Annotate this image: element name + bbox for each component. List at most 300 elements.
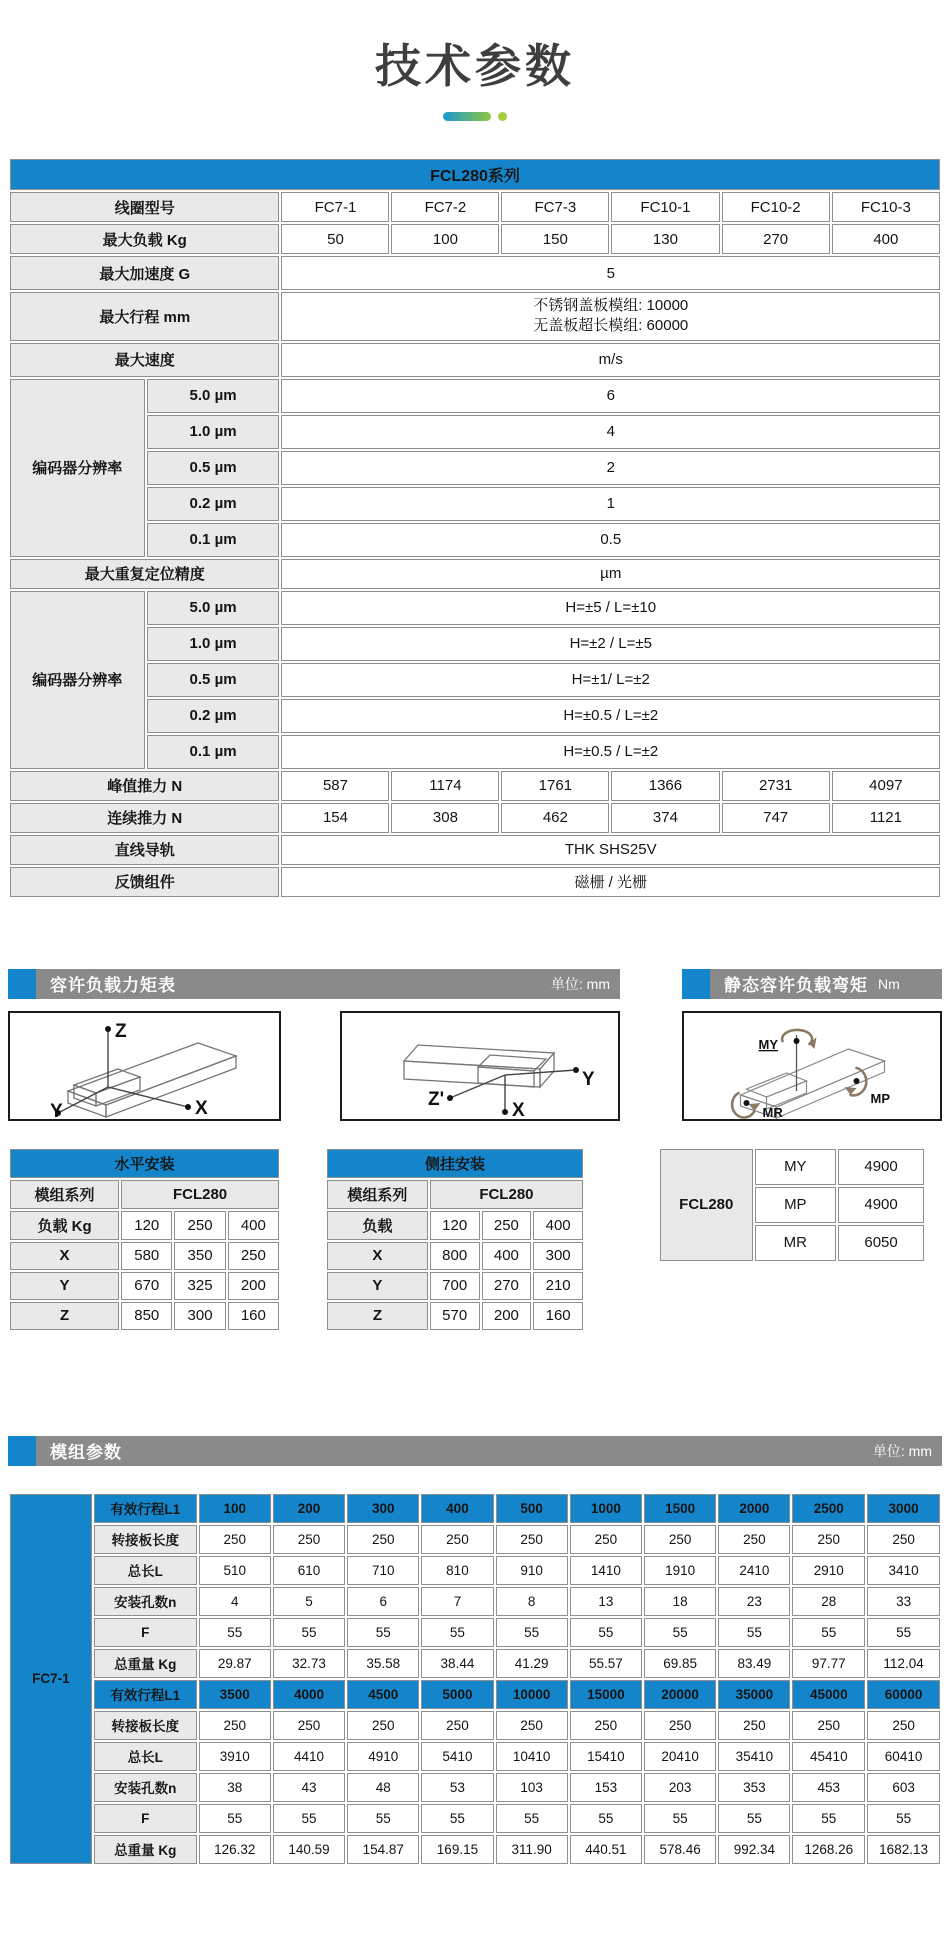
cell: 2731: [722, 771, 830, 801]
cell: 270: [722, 224, 830, 254]
cell: 5: [273, 1587, 345, 1616]
table-row: [10, 1711, 940, 1740]
cell: 250: [570, 1711, 642, 1740]
cell: 250: [228, 1242, 279, 1270]
cell: 55: [867, 1618, 940, 1647]
cell: 300: [347, 1494, 419, 1523]
cell: 160: [228, 1302, 279, 1330]
cell: 35000: [718, 1680, 790, 1709]
cell: 5410: [421, 1742, 493, 1771]
cell: 55: [867, 1804, 940, 1833]
cell: 45000: [792, 1680, 865, 1709]
cell: 1174: [391, 771, 499, 801]
cell: 300: [174, 1302, 225, 1330]
cell: [281, 292, 940, 341]
cell: 103: [496, 1773, 568, 1802]
cell: 55: [570, 1804, 642, 1833]
sub-label: 0.5 µm: [147, 663, 280, 697]
cell: H=±5 / L=±10: [281, 591, 940, 625]
cell: 350: [174, 1242, 225, 1270]
cell: 710: [347, 1556, 419, 1585]
row-label: 反馈组件: [10, 867, 279, 897]
moment-section: [0, 969, 950, 1332]
axis-y-label: Y: [50, 1100, 63, 1119]
table-row: [10, 1556, 940, 1585]
table-row: [10, 523, 940, 557]
cell: 300: [533, 1242, 583, 1270]
cell: MR: [755, 1225, 837, 1261]
cell: 100: [199, 1494, 271, 1523]
cell: 603: [867, 1773, 940, 1802]
cell: 55: [347, 1618, 419, 1647]
table-row: [10, 1211, 279, 1240]
row-label: Z: [327, 1302, 428, 1330]
cell: 1000: [570, 1494, 642, 1523]
cell: FC7-3: [501, 192, 609, 222]
cell: 160: [533, 1302, 583, 1330]
cell: H=±2 / L=±5: [281, 627, 940, 661]
cell: 250: [496, 1711, 568, 1740]
cell: 250: [421, 1525, 493, 1554]
cell: 250: [421, 1711, 493, 1740]
axis-z-label: Z: [115, 1020, 127, 1042]
table-row: [10, 835, 940, 865]
cell: FC10-3: [832, 192, 940, 222]
table-row: [10, 1680, 940, 1709]
cell: 50: [281, 224, 389, 254]
row-label: 有效行程L1: [94, 1680, 197, 1709]
cell: 325: [174, 1272, 225, 1300]
moment-axes-diagram: [682, 1011, 942, 1121]
cell: 250: [570, 1525, 642, 1554]
cell: 4410: [273, 1742, 345, 1771]
table-row: [10, 771, 940, 801]
table-row: [10, 1272, 279, 1300]
cell: 440.51: [570, 1835, 642, 1864]
cell: 250: [347, 1525, 419, 1554]
cell: 20410: [644, 1742, 716, 1771]
cell: µm: [281, 559, 940, 589]
cell: 4: [199, 1587, 271, 1616]
cell: 磁栅 / 光栅: [281, 867, 940, 897]
cell: 10410: [496, 1742, 568, 1771]
cell: 203: [644, 1773, 716, 1802]
cell: 1682.13: [867, 1835, 940, 1864]
table-row: [327, 1149, 583, 1178]
cell: 126.32: [199, 1835, 271, 1864]
row-label: 有效行程L1: [94, 1494, 197, 1523]
table-row: [327, 1211, 583, 1240]
stroke-line-1: 不锈钢盖板模组: 10000: [533, 297, 689, 314]
cell: 308: [391, 803, 499, 833]
cell: 55: [718, 1618, 790, 1647]
table-row: [10, 699, 940, 733]
row-label: 总重量 Kg: [94, 1835, 197, 1864]
cell: 510: [199, 1556, 271, 1585]
cell: 3500: [199, 1680, 271, 1709]
cell: FCL280: [430, 1180, 583, 1209]
cell: 55: [718, 1804, 790, 1833]
row-label: 总长L: [94, 1556, 197, 1585]
cell: 400: [482, 1242, 532, 1270]
row-label: X: [10, 1242, 119, 1270]
table-row: [10, 1494, 940, 1523]
cell: 4097: [832, 771, 940, 801]
section-title: 静态容许负载弯矩: [724, 976, 868, 995]
cell: 154.87: [347, 1835, 419, 1864]
cell: 400: [832, 224, 940, 254]
cell: 1500: [644, 1494, 716, 1523]
cell: 13: [570, 1587, 642, 1616]
sub-label: 0.2 µm: [147, 699, 280, 733]
cell: 55: [421, 1618, 493, 1647]
cell: 250: [273, 1525, 345, 1554]
cell: 55: [421, 1804, 493, 1833]
cell: 250: [644, 1711, 716, 1740]
axis-x-label: X: [512, 1099, 525, 1119]
cell: 153: [570, 1773, 642, 1802]
cell: 154: [281, 803, 389, 833]
cell: 43: [273, 1773, 345, 1802]
cell: 670: [121, 1272, 172, 1300]
cell: 747: [722, 803, 830, 833]
table-row: [10, 559, 940, 589]
cell: 1366: [611, 771, 719, 801]
module-params-header-bar: [8, 1436, 942, 1466]
cell: 38: [199, 1773, 271, 1802]
row-label: Y: [10, 1272, 119, 1300]
cell: 400: [228, 1211, 279, 1240]
cell: 55: [792, 1804, 865, 1833]
cell: 453: [792, 1773, 865, 1802]
cell: 1: [281, 487, 940, 521]
cell: 374: [611, 803, 719, 833]
cell: 250: [496, 1525, 568, 1554]
section-title: 模组参数: [50, 1443, 122, 1462]
cell: 4910: [347, 1742, 419, 1771]
cell: 35410: [718, 1742, 790, 1771]
row-label: 峰值推力 N: [10, 771, 279, 801]
cell: 8: [496, 1587, 568, 1616]
table-row: [10, 663, 940, 697]
blue-accent-square: [682, 969, 710, 999]
cell: 250: [867, 1711, 940, 1740]
axis-x-label: X: [195, 1097, 208, 1119]
sub-label: 0.5 µm: [147, 451, 280, 485]
row-label: 最大速度: [10, 343, 279, 377]
row-label: 负载: [327, 1211, 428, 1240]
cell: 400: [533, 1211, 583, 1240]
cell: 570: [430, 1302, 480, 1330]
cell: m/s: [281, 343, 940, 377]
cell: 55: [199, 1804, 271, 1833]
group-label: 编码器分辨率: [10, 591, 145, 769]
cell: 3000: [867, 1494, 940, 1523]
horizontal-mount-table: [8, 1147, 281, 1332]
unit-label: Nm: [878, 975, 900, 992]
table-row: [10, 735, 940, 769]
static-moment-header-bar: [682, 969, 942, 999]
cell: FC10-2: [722, 192, 830, 222]
cell: 41.29: [496, 1649, 568, 1678]
stroke-line-2: 无盖板超长模组: 60000: [533, 317, 689, 335]
cell: 1121: [832, 803, 940, 833]
row-label: 直线导轨: [10, 835, 279, 865]
cell: 55: [496, 1804, 568, 1833]
row-label: 安装孔数n: [94, 1587, 197, 1616]
table-row: [660, 1149, 924, 1185]
axis-z-label: Z': [428, 1088, 445, 1110]
cell: 1268.26: [792, 1835, 865, 1864]
row-label: F: [94, 1804, 197, 1833]
cell: 2: [281, 451, 940, 485]
table-row: [10, 1149, 279, 1178]
cell: 6: [281, 379, 940, 413]
row-label: 线圈型号: [10, 192, 279, 222]
table-row: [327, 1242, 583, 1270]
cell: H=±0.5 / L=±2: [281, 699, 940, 733]
cell: 1410: [570, 1556, 642, 1585]
cell: 10000: [496, 1680, 568, 1709]
cell: 140.59: [273, 1835, 345, 1864]
cell: 0.5: [281, 523, 940, 557]
cell: 800: [430, 1242, 480, 1270]
cell: 60410: [867, 1742, 940, 1771]
mp-label: MP: [870, 1090, 890, 1106]
cell: 250: [273, 1711, 345, 1740]
cell: FCL280: [121, 1180, 279, 1209]
cell: 250: [792, 1711, 865, 1740]
row-label: 总重量 Kg: [94, 1649, 197, 1678]
cell: 353: [718, 1773, 790, 1802]
cell: 169.15: [421, 1835, 493, 1864]
cell: 55: [273, 1804, 345, 1833]
cell: 48: [347, 1773, 419, 1802]
row-label: 负载 Kg: [10, 1211, 119, 1240]
underline-green-dot: [498, 112, 507, 121]
cell: 580: [121, 1242, 172, 1270]
cell: 23: [718, 1587, 790, 1616]
row-label: Y: [327, 1272, 428, 1300]
cell: 18: [644, 1587, 716, 1616]
table-row: [10, 192, 940, 222]
sub-label: 5.0 µm: [147, 591, 280, 625]
table-row: [10, 1804, 940, 1833]
cell: 55: [347, 1804, 419, 1833]
side-mount-table: [325, 1147, 585, 1332]
cell: 60000: [867, 1680, 940, 1709]
axis-y-label: Y: [582, 1068, 595, 1090]
axis-diagram-horizontal: [8, 1011, 281, 1121]
row-label: F: [94, 1618, 197, 1647]
cell: 33: [867, 1587, 940, 1616]
table-row: [327, 1180, 583, 1209]
cell: 100: [391, 224, 499, 254]
axis-diagram-side: [340, 1011, 620, 1121]
my-label: MY: [758, 1036, 778, 1052]
cell: 250: [174, 1211, 225, 1240]
cell: 311.90: [496, 1835, 568, 1864]
cell: 200: [273, 1494, 345, 1523]
cell: 250: [199, 1711, 271, 1740]
table-row: [10, 803, 940, 833]
cell: 910: [496, 1556, 568, 1585]
cell: 250: [718, 1525, 790, 1554]
row-label: Z: [10, 1302, 119, 1330]
cell: 2410: [718, 1556, 790, 1585]
cell: 4500: [347, 1680, 419, 1709]
cell: 400: [421, 1494, 493, 1523]
cell: 69.85: [644, 1649, 716, 1678]
row-label: X: [327, 1242, 428, 1270]
cell: 250: [792, 1525, 865, 1554]
cell: 5: [281, 256, 940, 290]
cell: MY: [755, 1149, 837, 1185]
cell: 4: [281, 415, 940, 449]
cell: 270: [482, 1272, 532, 1300]
cell: 5000: [421, 1680, 493, 1709]
table-row: [10, 1180, 279, 1209]
cell: 55: [792, 1618, 865, 1647]
cell: 4900: [838, 1149, 924, 1185]
row-label: 最大重复定位精度: [10, 559, 279, 589]
mr-label: MR: [762, 1104, 783, 1119]
table-row: [10, 1835, 940, 1864]
cell: 2910: [792, 1556, 865, 1585]
cell: H=±0.5 / L=±2: [281, 735, 940, 769]
cell: 112.04: [867, 1649, 940, 1678]
cell: 29.87: [199, 1649, 271, 1678]
cell: 20000: [644, 1680, 716, 1709]
title-underline: [0, 112, 950, 121]
cell: 55: [273, 1618, 345, 1647]
cell: FC7-1: [281, 192, 389, 222]
cell: 15410: [570, 1742, 642, 1771]
cell: 55: [644, 1804, 716, 1833]
cell: 210: [533, 1272, 583, 1300]
cell: 850: [121, 1302, 172, 1330]
cell: 810: [421, 1556, 493, 1585]
model-label: FCL280: [660, 1149, 753, 1261]
table-row: [10, 451, 940, 485]
cell: 120: [121, 1211, 172, 1240]
cell: 130: [611, 224, 719, 254]
row-label: 最大加速度 G: [10, 256, 279, 290]
cell: 700: [430, 1272, 480, 1300]
table-row: [10, 1773, 940, 1802]
table-row: [10, 1649, 940, 1678]
table-row: [10, 1587, 940, 1616]
cell: 55: [199, 1618, 271, 1647]
cell: 578.46: [644, 1835, 716, 1864]
cell: 250: [718, 1711, 790, 1740]
cell: 610: [273, 1556, 345, 1585]
cell: FC10-1: [611, 192, 719, 222]
table-row: [10, 159, 940, 190]
table-row: [10, 627, 940, 661]
cell: 55: [496, 1618, 568, 1647]
row-label: 安装孔数n: [94, 1773, 197, 1802]
table-row: [10, 867, 940, 897]
page-title: 技术参数: [375, 40, 575, 92]
static-moment-table: [658, 1147, 926, 1263]
unit-label: 单位: mm: [872, 1442, 932, 1459]
row-label: 模组系列: [10, 1180, 119, 1209]
cell: 7: [421, 1587, 493, 1616]
table-row: [327, 1302, 583, 1330]
cell: 992.34: [718, 1835, 790, 1864]
table-row: [10, 256, 940, 290]
cell: 250: [347, 1711, 419, 1740]
blue-accent-square: [8, 1436, 36, 1466]
cell: 500: [496, 1494, 568, 1523]
cell: 3410: [867, 1556, 940, 1585]
cell: 250: [482, 1211, 532, 1240]
cell: 250: [867, 1525, 940, 1554]
cell: 1910: [644, 1556, 716, 1585]
table-row: [10, 343, 940, 377]
cell: 3910: [199, 1742, 271, 1771]
cell: 55.57: [570, 1649, 642, 1678]
group-label: 编码器分辨率: [10, 379, 145, 557]
table-row: [327, 1272, 583, 1300]
cell: 120: [430, 1211, 480, 1240]
module-params-table: [8, 1492, 942, 1866]
cell: MP: [755, 1187, 837, 1223]
sub-label: 1.0 µm: [147, 627, 280, 661]
cell: FC7-2: [391, 192, 499, 222]
cell: 15000: [570, 1680, 642, 1709]
row-label: 最大负载 Kg: [10, 224, 279, 254]
cell: 53: [421, 1773, 493, 1802]
section-title: 容许负载力矩表: [50, 976, 176, 995]
table-title: 侧挂安装: [327, 1149, 583, 1178]
moment-table-header-bar: [8, 969, 620, 999]
table-row: [10, 292, 940, 341]
cell: 150: [501, 224, 609, 254]
cell: THK SHS25V: [281, 835, 940, 865]
cell: 200: [482, 1302, 532, 1330]
cell: 83.49: [718, 1649, 790, 1678]
cell: 2000: [718, 1494, 790, 1523]
table-title: 水平安装: [10, 1149, 279, 1178]
cell: 4900: [838, 1187, 924, 1223]
cell: 32.73: [273, 1649, 345, 1678]
row-label: 转接板长度: [94, 1525, 197, 1554]
cell: 55: [570, 1618, 642, 1647]
series-header: FCL280系列: [10, 159, 940, 190]
row-label: 总长L: [94, 1742, 197, 1771]
spec-table: [8, 157, 942, 899]
cell: 250: [644, 1525, 716, 1554]
row-label: 连续推力 N: [10, 803, 279, 833]
cell: 6: [347, 1587, 419, 1616]
cell: 55: [644, 1618, 716, 1647]
cell: 4000: [273, 1680, 345, 1709]
sub-label: 1.0 µm: [147, 415, 280, 449]
table-row: [10, 1742, 940, 1771]
sub-label: 0.1 µm: [147, 735, 280, 769]
table-row: [10, 224, 940, 254]
sub-label: 0.2 µm: [147, 487, 280, 521]
table-row: [10, 487, 940, 521]
cell: 200: [228, 1272, 279, 1300]
cell: 250: [199, 1525, 271, 1554]
cell: H=±1/ L=±2: [281, 663, 940, 697]
table-row: [10, 415, 940, 449]
table-row: [10, 1618, 940, 1647]
table-row: [10, 379, 940, 413]
